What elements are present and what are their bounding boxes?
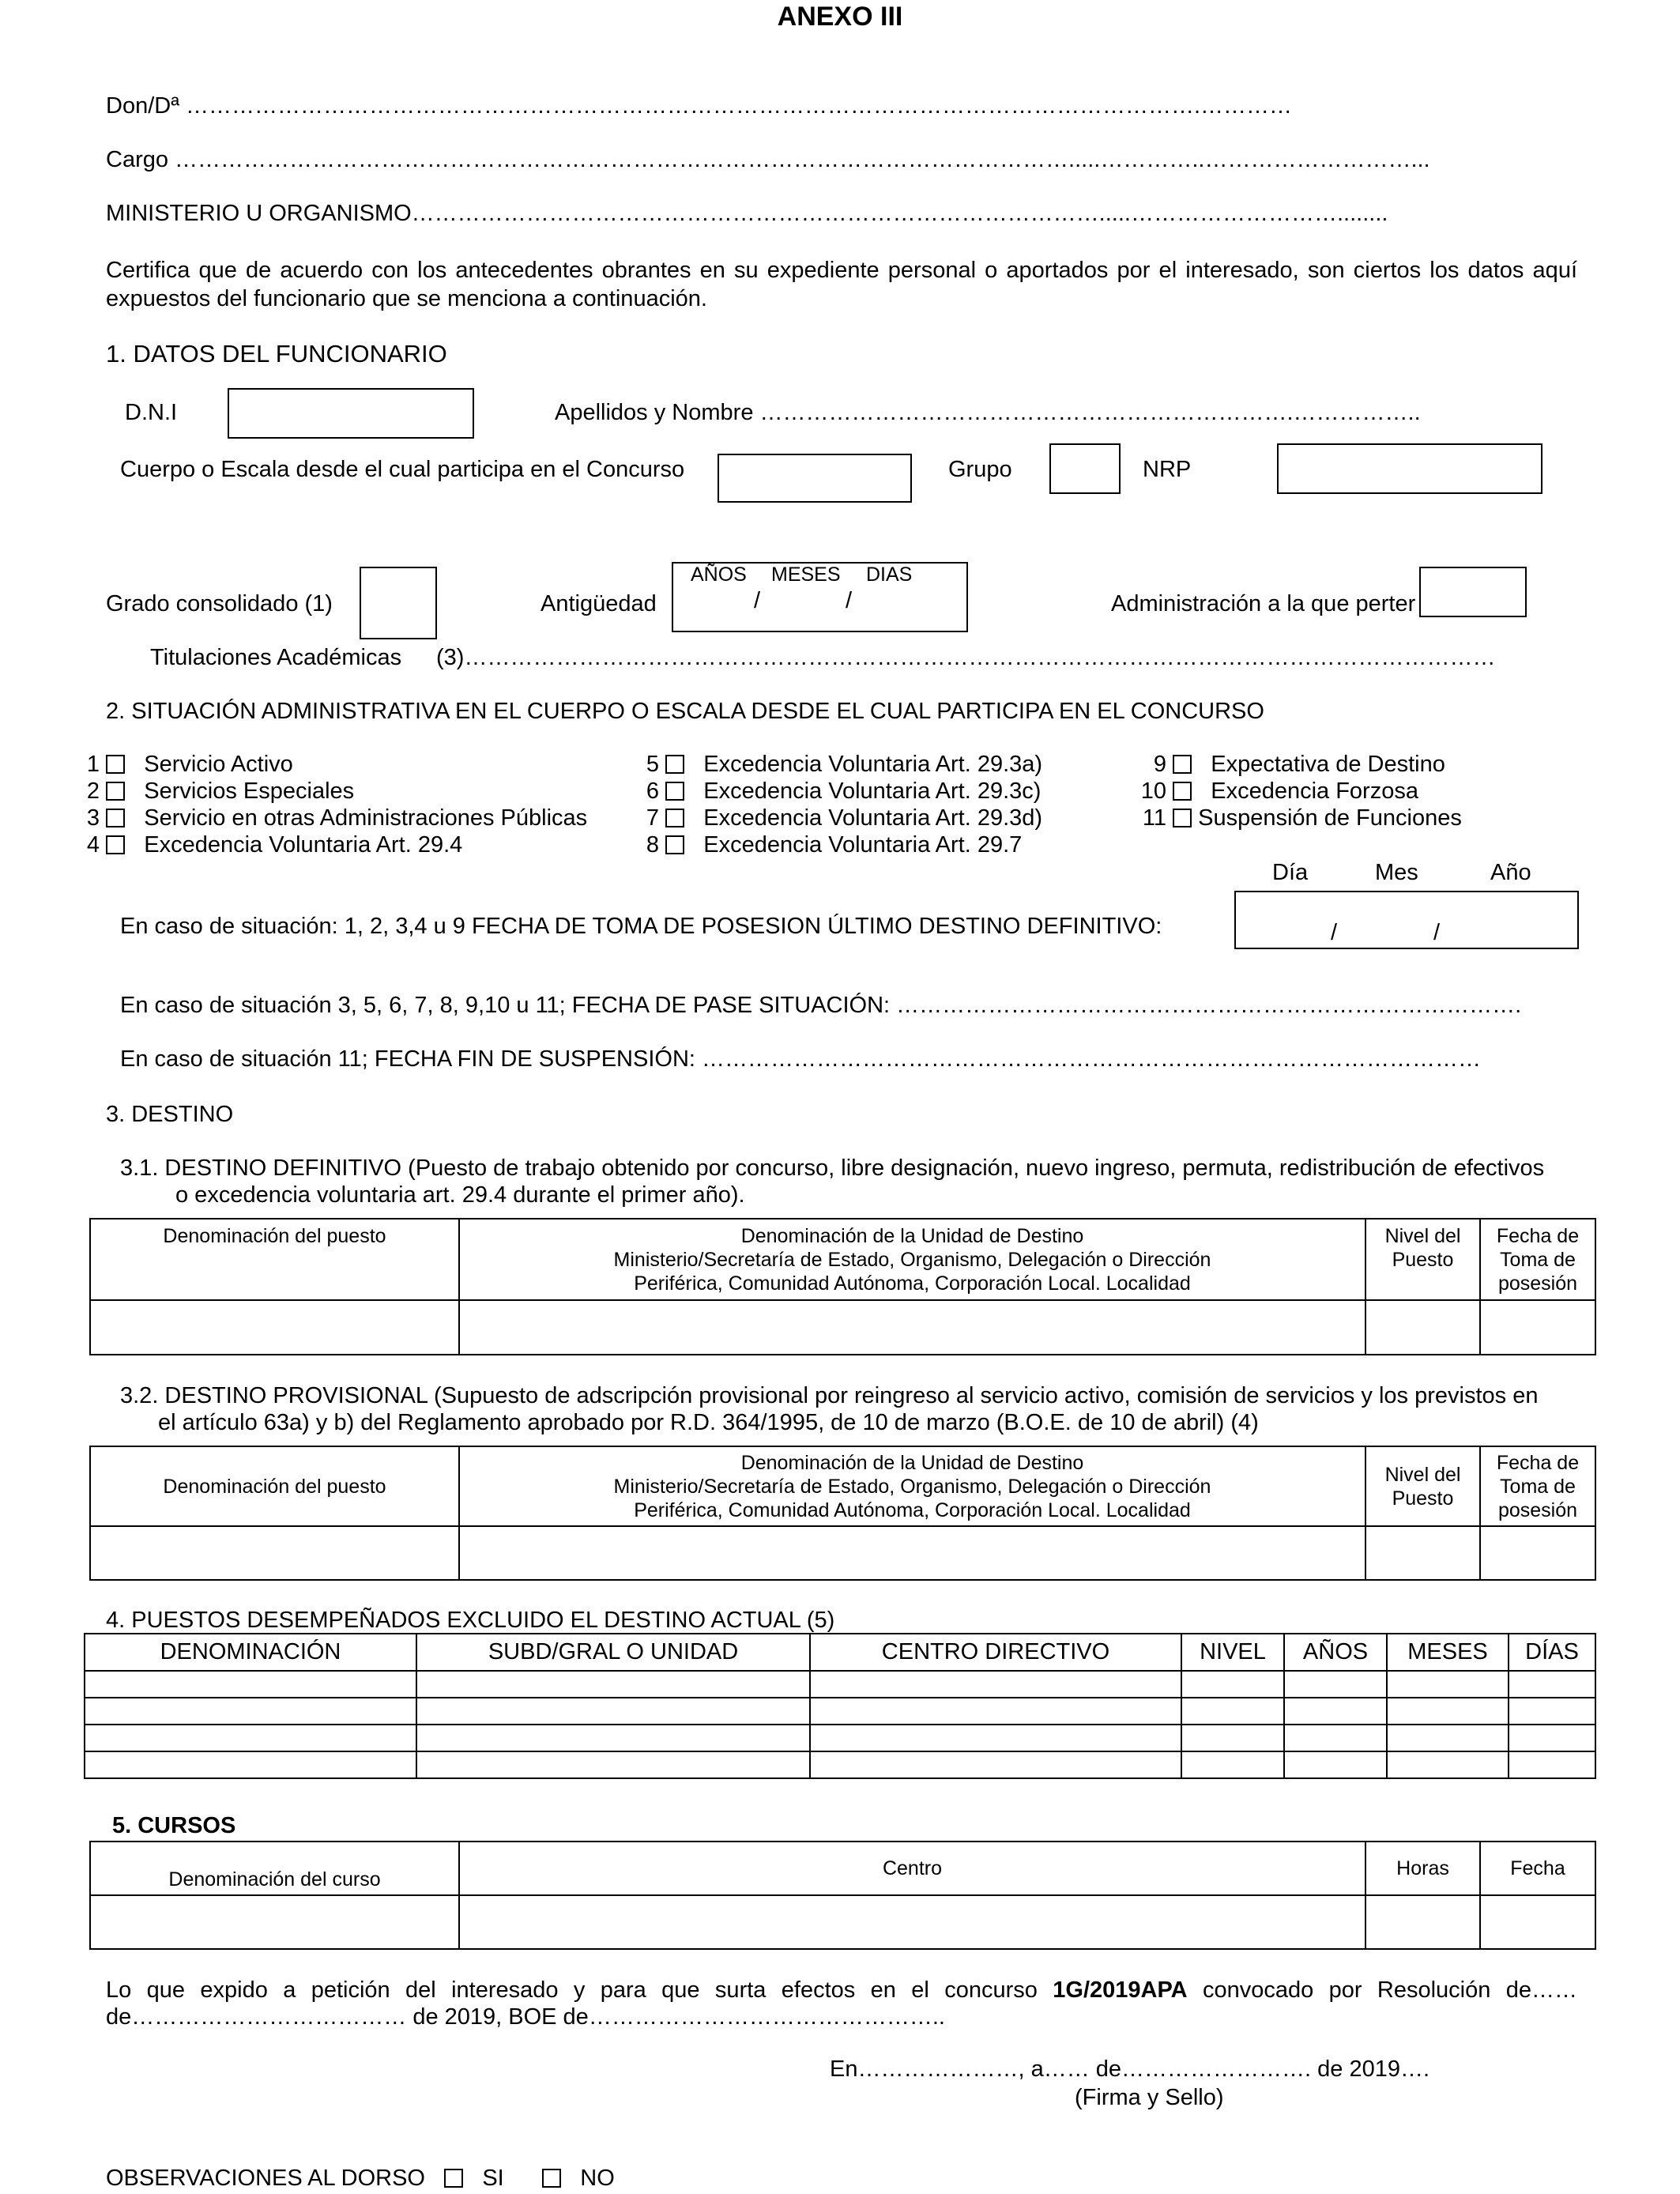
cuerpo-label: Cuerpo o Escala desde el cual participa en el Concurso <box>120 457 685 482</box>
situation-option[interactable]: 1 Servicio Activo <box>86 752 293 777</box>
situation-option[interactable]: 11 Suspensión de Funciones <box>1142 805 1462 831</box>
situation-option[interactable]: 5 Excedencia Voluntaria Art. 29.3a) <box>646 752 1043 777</box>
situation-option[interactable]: 4 Excedencia Voluntaria Art. 29.4 <box>86 832 463 858</box>
destino-definitivo-title-cont: o excedencia voluntaria art. 29.4 durante el primer año). <box>175 1182 745 1208</box>
fecha-sep-1: / <box>1331 920 1338 945</box>
table-cell[interactable] <box>1509 1725 1595 1751</box>
table-cell[interactable] <box>85 1751 416 1778</box>
table-row <box>85 1725 1595 1751</box>
grado-field[interactable] <box>360 567 437 639</box>
titulaciones-label: Titulaciones Académicas <box>150 645 402 670</box>
no-label: NO <box>580 2166 615 2191</box>
col-unidad: Denominación de la Unidad de Destino Ministerio/Secretaría de Estado, Organismo, Delegación o Dirección Periférica, Comunidad Autónoma, Corporación Local. Localidad <box>459 1219 1365 1300</box>
situation-column-1 <box>84 751 587 858</box>
checkbox[interactable] <box>665 835 684 854</box>
table-cell[interactable] <box>810 1751 1181 1778</box>
col-puesto: Denominación del puesto <box>90 1219 459 1300</box>
table-cell[interactable] <box>1480 1895 1595 1949</box>
table-cell[interactable] <box>416 1725 810 1751</box>
table-cell[interactable] <box>1509 1751 1595 1778</box>
table-cell[interactable] <box>1387 1698 1509 1725</box>
antiguedad-label: Antigüedad <box>541 591 657 616</box>
col-nivel: Nivel del Puesto <box>1365 1219 1480 1300</box>
table-row <box>85 1671 1595 1698</box>
table-cell[interactable] <box>1387 1751 1509 1778</box>
checkbox[interactable] <box>106 755 125 774</box>
table-cell[interactable] <box>459 1300 1365 1355</box>
col-fecha: Fecha de Toma de posesión <box>1480 1446 1595 1526</box>
si-label: SI <box>482 2166 504 2191</box>
caso1-label: En caso de situación: 1, 2, 3,4 u 9 FECHA DE TOMA DE POSESION ÚLTIMO DESTINO DEFINITIVO: <box>120 914 1162 939</box>
situation-column-2 <box>643 751 1042 858</box>
destino-provisional-title-cont: el artículo 63a) y b) del Reglamento aprobado por R.D. 364/1995, de 10 de marzo (B.O.E. de 10 de abril) (4) <box>158 1410 1259 1435</box>
table-cell[interactable] <box>1480 1300 1595 1355</box>
table-cell[interactable] <box>810 1725 1181 1751</box>
table-cell[interactable] <box>1387 1671 1509 1698</box>
expido-text: Lo que expido a petición del interesado y para que surta efectos en el concurso 1G/2019APA convocado por Resolución de…… <box>106 1977 1577 2003</box>
checkbox[interactable] <box>665 782 684 801</box>
table-cell[interactable] <box>1365 1300 1480 1355</box>
dia-label: Día <box>1272 860 1309 885</box>
grado-label: Grado consolidado (1) <box>106 591 333 616</box>
table-cell[interactable] <box>1509 1698 1595 1725</box>
checkbox[interactable] <box>1173 782 1192 801</box>
section1-title: 1. DATOS DEL FUNCIONARIO <box>106 340 447 368</box>
table-cell[interactable] <box>1365 1526 1480 1580</box>
fecha-toma-posesion-field[interactable] <box>1234 891 1579 949</box>
puestos-table <box>84 1633 1596 1779</box>
col-denominacion: DENOMINACIÓN <box>85 1634 416 1671</box>
section2-title: 2. SITUACIÓN ADMINISTRATIVA EN EL CUERPO O ESCALA DESDE EL CUAL PARTICIPA EN EL CONCURSO <box>106 699 1264 724</box>
checkbox[interactable] <box>1173 755 1192 774</box>
table-cell[interactable] <box>1284 1671 1387 1698</box>
nrp-field[interactable] <box>1277 443 1543 494</box>
observaciones-row <box>106 2166 615 2192</box>
observaciones-label: OBSERVACIONES AL DORSO <box>106 2166 425 2191</box>
situation-option[interactable]: 3 Servicio en otras Administraciones Públicas <box>86 805 588 831</box>
table-cell[interactable] <box>1181 1751 1284 1778</box>
table-cell[interactable] <box>90 1526 459 1580</box>
table-cell[interactable] <box>90 1300 459 1355</box>
col-subd: SUBD/GRAL O UNIDAD <box>416 1634 810 1671</box>
col-fecha: Fecha de Toma de posesión <box>1480 1219 1595 1300</box>
antiguedad-sep-2: / <box>846 588 853 613</box>
table-cell[interactable] <box>1387 1725 1509 1751</box>
checkbox[interactable] <box>106 835 125 854</box>
situation-option[interactable]: 7 Excedencia Voluntaria Art. 29.3d) <box>646 805 1043 831</box>
col-nivel: Nivel del Puesto <box>1365 1446 1480 1526</box>
titulaciones-line[interactable]: (3)……………………………………………………………………………………………………………………… <box>436 645 1496 670</box>
col-meses: MESES <box>1387 1634 1509 1671</box>
page-title: ANEXO III <box>777 2 903 32</box>
situation-option[interactable]: 9 Expectativa de Destino <box>1153 752 1445 777</box>
situation-option[interactable]: 6 Excedencia Voluntaria Art. 29.3c) <box>646 778 1042 804</box>
dni-label: D.N.I <box>125 400 178 425</box>
fecha-sep-2: / <box>1433 920 1441 945</box>
situation-option[interactable]: 10 Excedencia Forzosa <box>1140 778 1418 804</box>
ano-label: Año <box>1490 860 1531 885</box>
checkbox[interactable] <box>665 755 684 774</box>
firma-label: (Firma y Sello) <box>1075 2085 1224 2110</box>
destino-provisional-title: 3.2. DESTINO PROVISIONAL (Supuesto de adscripción provisional por reingreso al servicio activo, comisión de servicios y los previstos en <box>120 1383 1539 1408</box>
section5-title: 5. CURSOS <box>112 1813 236 1838</box>
antiguedad-sep-1: / <box>754 588 761 613</box>
nrp-label: NRP <box>1143 457 1192 482</box>
situation-option[interactable]: 8 Excedencia Voluntaria Art. 29.7 <box>646 832 1023 858</box>
col-unidad: Denominación de la Unidad de Destino Ministerio/Secretaría de Estado, Organismo, Delegación o Dirección Periférica, Comunidad Autónoma, Corporación Local. Localidad <box>459 1446 1365 1526</box>
checkbox-no[interactable] <box>542 2169 561 2188</box>
situation-column-3 <box>1136 751 1462 831</box>
table-cell[interactable] <box>85 1725 416 1751</box>
table-cell[interactable] <box>810 1698 1181 1725</box>
apellidos-line[interactable]: Apellidos y Nombre …………………………………………………………….…………….. <box>555 400 1421 425</box>
destino-definitivo-title: 3.1. DESTINO DEFINITIVO (Puesto de trabajo obtenido por concurso, libre designación, nuevo ingreso, permuta, redistribución de efectivos <box>120 1155 1545 1181</box>
ministerio-line[interactable]: MINISTERIO U ORGANISMO……………………………………………………………………………….....………………………........ <box>106 201 1388 226</box>
anos-label: AÑOS <box>691 564 747 586</box>
table-cell[interactable] <box>416 1698 810 1725</box>
table-cell[interactable] <box>459 1526 1365 1580</box>
section4-title: 4. PUESTOS DESEMPEÑADOS EXCLUIDO EL DESTINO ACTUAL (5) <box>106 1608 835 1633</box>
table-cell[interactable] <box>1181 1698 1284 1725</box>
concurso-code: 1G/2019APA <box>1053 1977 1188 2003</box>
grupo-label: Grupo <box>948 457 1012 482</box>
checkbox[interactable] <box>665 809 684 827</box>
checkbox[interactable] <box>106 782 125 801</box>
destino-provisional-table <box>89 1446 1596 1581</box>
table-cell[interactable] <box>1365 1895 1480 1949</box>
table-cell[interactable] <box>1509 1671 1595 1698</box>
certifica-text: Certifica que de acuerdo con los antecedentes obrantes en su expediente personal o aportados por el interesado, son ciertos los datos aquí expuestos del funcionario que se menciona a continuación. <box>106 258 1577 311</box>
table-row <box>85 1751 1595 1778</box>
col-anos: AÑOS <box>1284 1634 1387 1671</box>
cursos-table <box>89 1841 1596 1950</box>
don-line[interactable]: Don/Dª …………………………………………………………………………………………………………………….………… <box>106 93 1293 119</box>
table-cell[interactable] <box>85 1698 416 1725</box>
table-cell[interactable] <box>1480 1526 1595 1580</box>
meses-label: MESES <box>771 564 841 586</box>
col-nivel: NIVEL <box>1181 1634 1284 1671</box>
situation-option[interactable]: 2 Servicios Especiales <box>86 778 355 804</box>
table-cell[interactable] <box>1284 1725 1387 1751</box>
section3-title: 3. DESTINO <box>106 1102 234 1127</box>
checkbox[interactable] <box>1173 809 1192 827</box>
col-dias: DÍAS <box>1509 1634 1595 1671</box>
table-cell[interactable] <box>416 1671 810 1698</box>
administracion-label: Administración a la que perter <box>1111 591 1416 616</box>
grupo-field[interactable] <box>1049 443 1121 494</box>
administracion-field[interactable] <box>1419 567 1527 617</box>
checkbox[interactable] <box>106 809 125 827</box>
col-curso: Denominación del curso <box>90 1842 459 1895</box>
caso2-line[interactable]: En caso de situación 3, 5, 6, 7, 8, 9,10 u 11; FECHA DE PASE SITUACIÓN: ………………………………………………………………………. <box>120 993 1522 1018</box>
col-puesto: Denominación del puesto <box>90 1446 459 1526</box>
table-cell[interactable] <box>90 1895 459 1949</box>
table-cell[interactable] <box>810 1671 1181 1698</box>
dias-label: DIAS <box>866 564 913 586</box>
table-cell[interactable] <box>85 1671 416 1698</box>
col-centro: CENTRO DIRECTIVO <box>810 1634 1181 1671</box>
checkbox-si[interactable] <box>444 2169 463 2188</box>
table-cell[interactable] <box>1284 1698 1387 1725</box>
table-cell[interactable] <box>1181 1671 1284 1698</box>
col-fecha: Fecha <box>1480 1842 1595 1895</box>
mes-label: Mes <box>1375 860 1418 885</box>
table-cell[interactable] <box>416 1751 810 1778</box>
destino-definitivo-table <box>89 1218 1596 1355</box>
table-cell[interactable] <box>459 1895 1365 1949</box>
expido-text-line2: de……………………………… de 2019, BOE de……………………………………….. <box>106 2004 945 2030</box>
table-row <box>85 1698 1595 1725</box>
cargo-line[interactable]: Cargo ……………………………………………………………………………………………………….....…………..………………………... <box>106 147 1430 172</box>
cuerpo-field[interactable] <box>718 454 912 503</box>
col-centro: Centro <box>459 1842 1365 1895</box>
caso3-line[interactable]: En caso de situación 11; FECHA FIN DE SUSPENSIÓN: ………………………………………………………………………………………… <box>120 1046 1482 1072</box>
table-cell[interactable] <box>1284 1751 1387 1778</box>
lugar-fecha-line[interactable]: En…………………, a…… de……………………. de 2019…. <box>830 2056 1430 2082</box>
table-cell[interactable] <box>1181 1725 1284 1751</box>
col-horas: Horas <box>1365 1842 1480 1895</box>
dni-field[interactable] <box>228 388 474 439</box>
